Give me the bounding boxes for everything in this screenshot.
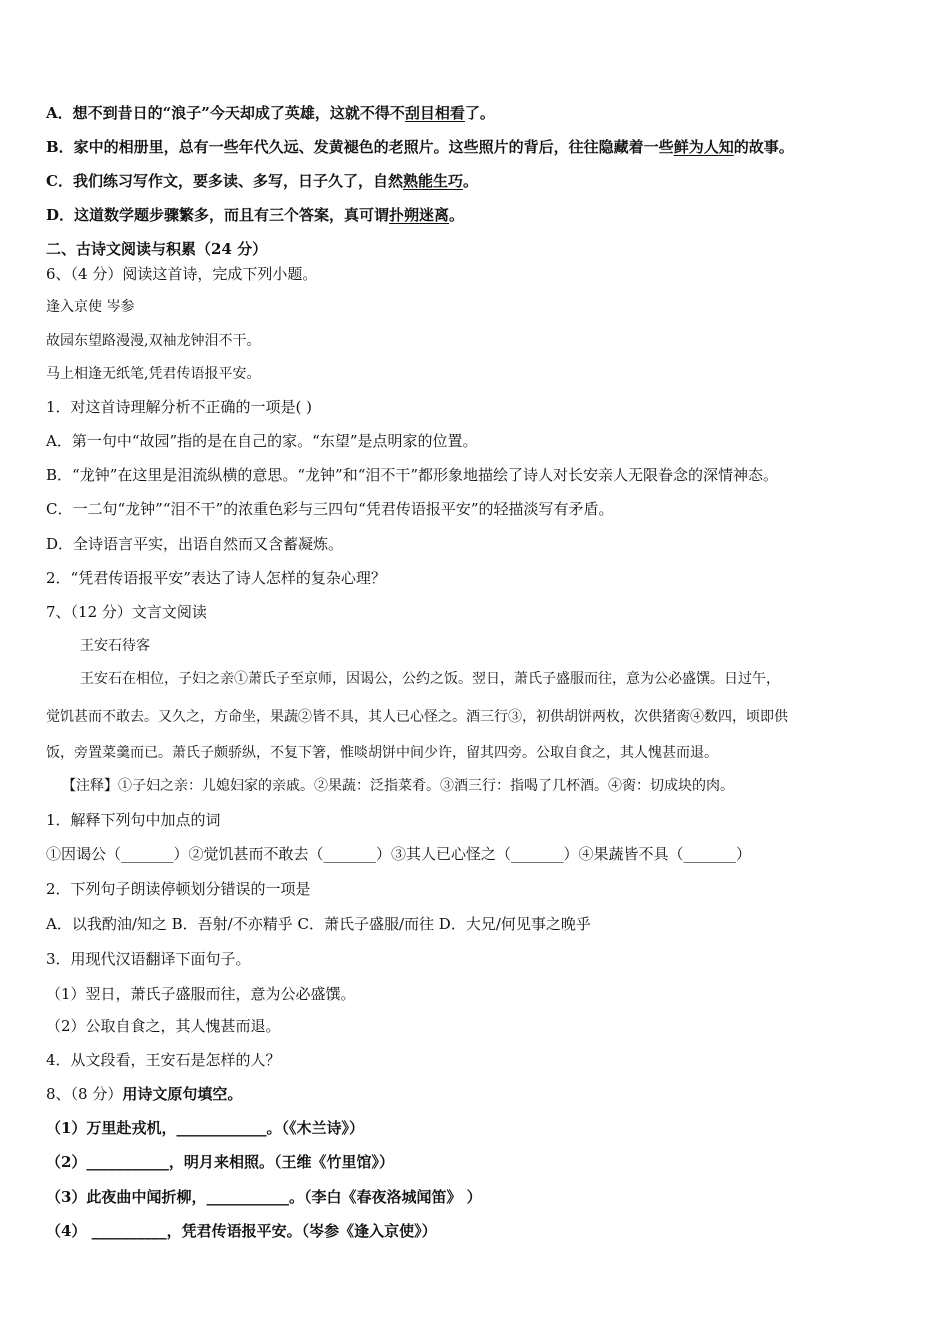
q5-option-c: C．我们练习写作文，要多读、多写，日子久了，自然熟能生巧。 <box>46 172 478 190</box>
q6-poem-title: 逢入京使 岑参 <box>46 299 135 315</box>
q6-option-a: A．第一句中“故园”指的是在自己的家。“东望”是点明家的位置。 <box>46 432 478 450</box>
q5-option-b: B．家中的相册里，总有一些年代久远、发黄褪色的老照片。这些照片的背后，往往隐藏着一些鲜为人知的故事。 <box>46 138 794 156</box>
q8-line: （3）此夜曲中闻折柳，___________。（李白《春夜洛城闻笛》 ） <box>46 1188 482 1206</box>
q7-stem: 7、（12 分）文言文阅读 <box>46 603 207 621</box>
q5-option-d: D．这道数学题步骤繁多，而且有三个答案，真可谓扑朔迷离。 <box>46 206 465 224</box>
q6-stem: 6、（4 分）阅读这首诗，完成下列小题。 <box>46 265 318 283</box>
q6-option-d: D．全诗语言平实，出语自然而又含蓄凝炼。 <box>46 535 344 553</box>
section-title: 二、古诗文阅读与积累（24 分） <box>46 240 268 258</box>
q6-poem-line: 故园东望路漫漫,双袖龙钟泪不干。 <box>46 333 261 349</box>
q7-sub2: 2．下列句子朗读停顿划分错误的一项是 <box>46 880 311 898</box>
q8-stem: 8、（8 分）用诗文原句填空。 <box>46 1085 243 1103</box>
q6-sub2: 2．“凭君传语报平安”表达了诗人怎样的复杂心理？ <box>46 569 386 587</box>
q6-poem-line: 马上相逢无纸笔,凭君传语报平安。 <box>46 366 261 382</box>
q8-line: （4） __________，凭君传语报平安。（岑参《逢入京使》） <box>46 1222 437 1240</box>
q7-sub1-items: ①因谒公（_______）②觉饥甚而不敢去（_______）③其人已心怪之（_______）④果蔬皆不具（_______） <box>46 845 752 863</box>
q7-sub3-item: （1）翌日，萧氏子盛服而往，意为公必盛馔。 <box>46 985 356 1003</box>
q8-line: （2）___________，明月来相照。（王维《竹里馆》） <box>46 1153 394 1171</box>
q7-passage-title: 王安石待客 <box>80 638 150 654</box>
q6-sub1: 1．对这首诗理解分析不正确的一项是( ) <box>46 398 313 416</box>
q7-sub2-options: A．以我酌油/知之 B．吾射/不亦精乎 C．萧氏子盛服/而往 D．大兄/何见事之晚乎 <box>46 915 591 933</box>
q7-sub3-item: （2）公取自食之，其人愧甚而退。 <box>46 1017 281 1035</box>
q7-sub4: 4．从文段看，王安石是怎样的人？ <box>46 1051 281 1069</box>
q5-option-a: A．想不到昔日的“浪子”今天却成了英雄，这就不得不刮目相看了。 <box>46 104 495 122</box>
q8-line: （1）万里赴戎机，____________。（《木兰诗》） <box>46 1119 364 1137</box>
q7-notes: 【注释】①子妇之亲：儿媳妇家的亲戚。②果蔬：泛指菜肴。③酒三行：指喝了几杯酒。④脔：切成块的肉。 <box>62 778 734 794</box>
q6-option-b: B．“龙钟”在这里是泪流纵横的意思。“龙钟”和“泪不干”都形象地描绘了诗人对长安亲人无限眷念的深情神态。 <box>46 466 779 484</box>
q6-option-c: C．一二句“龙钟”“泪不干”的浓重色彩与三四句“凭君传语报平安”的轻描淡写有矛盾。 <box>46 500 614 518</box>
q7-passage-line: 饭，旁置菜羹而已。萧氏子颇骄纵，不复下箸，惟啖胡饼中间少许，留其四旁。公取自食之，其人愧甚而退。 <box>46 745 718 761</box>
q7-sub1: 1．解释下列句中加点的词 <box>46 811 221 829</box>
q7-passage-line: 觉饥甚而不敢去。又久之，方命坐，果蔬②皆不具，其人已心怪之。酒三行③，初供胡饼两枚，次供猪脔④数四，顷即供 <box>46 709 788 725</box>
q7-passage-line: 王安石在相位，子妇之亲①萧氏子至京师，因谒公，公约之饭。翌日，萧氏子盛服而往，意为公必盛馔。日过午， <box>80 671 780 687</box>
q7-sub3: 3．用现代汉语翻译下面句子。 <box>46 950 251 968</box>
